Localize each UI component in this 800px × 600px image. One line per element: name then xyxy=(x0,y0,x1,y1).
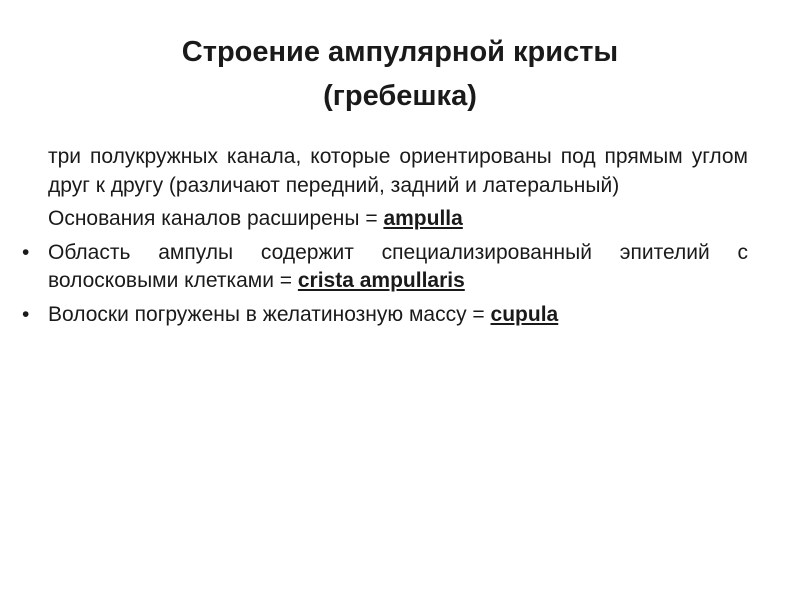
term-ampulla: ampulla xyxy=(383,207,463,230)
paragraph-ampulla xyxy=(22,205,748,234)
paragraph-text: три полукружных канала, которые ориентированы под прямым углом друг к другу (различают передний, задний и латеральный) xyxy=(48,145,748,197)
paragraph-cupula xyxy=(22,301,748,330)
paragraph-crista-ampullaris xyxy=(22,239,748,296)
title-line-1: Строение ампулярной кристы xyxy=(181,36,619,68)
paragraph-text: Область ампулы содержит специализированный эпителий с волосковыми клетками = xyxy=(48,240,748,292)
term-crista-ampullaris: crista ampullaris xyxy=(297,269,465,292)
bullet-marker: • xyxy=(22,240,30,264)
paragraph-semicircular-canals xyxy=(22,143,748,200)
slide-body xyxy=(22,143,748,334)
paragraph-text: Волоски погружены в желатинозную массу = xyxy=(48,302,491,326)
bullet-marker: • xyxy=(22,302,30,326)
paragraph-text: Основания каналов расширены = xyxy=(48,207,384,230)
slide-title xyxy=(80,30,720,118)
term-cupula: cupula xyxy=(490,302,559,326)
title-line-2: (гребешка) xyxy=(323,80,477,112)
